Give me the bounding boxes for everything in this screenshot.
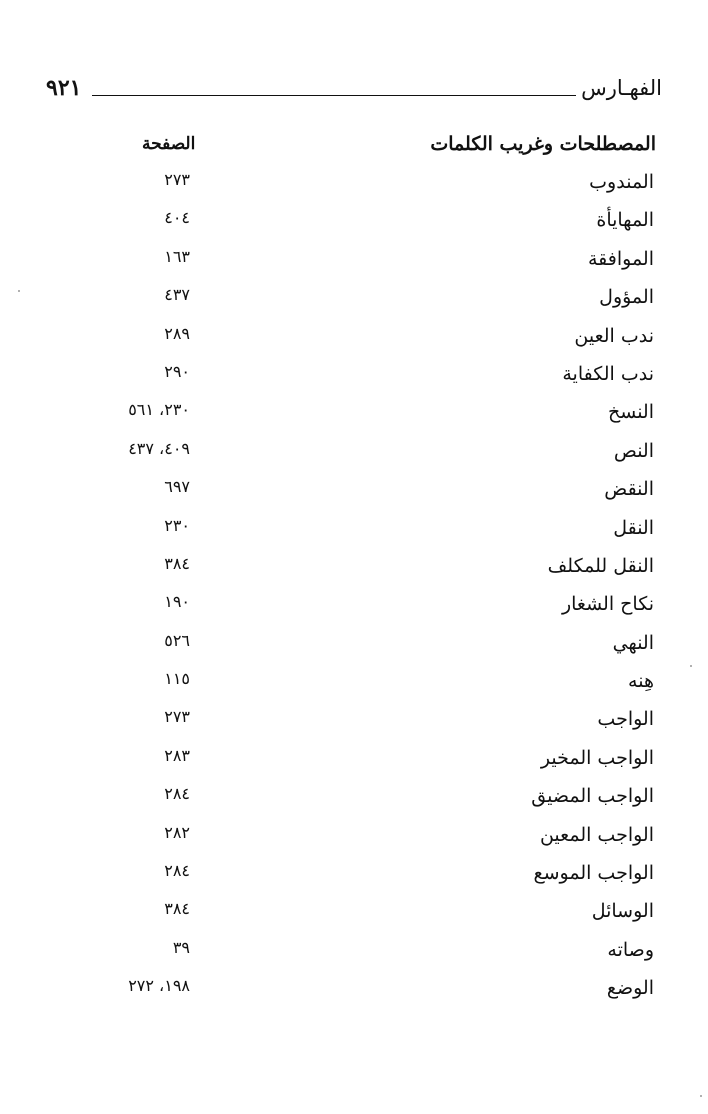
index-entry [0,702,708,740]
entry-term: النسخ [607,401,654,424]
entry-term: المندوب [589,171,654,193]
index-entry [0,242,708,280]
page-number: ٩٢١ [46,75,82,101]
index-entry [0,395,708,433]
index-entry [0,818,708,856]
index-entry [0,779,708,817]
entry-term: الواجب [597,708,654,731]
entry-pages: ١٩٨، ٢٧٢ [128,976,190,996]
entry-term: النقل [613,516,654,539]
entry-term: ندب العين [574,324,654,347]
entry-term: الواجب المعين [539,823,654,846]
entry-term: الواجب المخير [540,746,654,769]
index-entry [0,549,708,587]
entry-term: هِنه [628,670,654,693]
entry-pages: ٣٨٤ [164,899,190,919]
entry-pages: ١٩٠ [164,592,190,612]
entry-pages: ٢٨٩ [164,323,190,343]
index-entry [0,626,708,664]
entry-term: المؤول [599,286,654,309]
index-entry [0,741,708,779]
running-head-title: الفهـارس [581,76,662,100]
entry-term: وصاته [607,938,654,961]
entry-term: ندب الكفاية [562,362,654,385]
entry-pages: ٥٢٦ [164,630,190,650]
entry-term: النقل للمكلف [547,554,654,577]
entry-pages: ٢٩٠ [164,361,190,381]
entry-term: الواجب الموسع [533,862,654,885]
entry-pages: ١٦٣ [164,246,190,266]
index-entry [0,933,708,971]
entry-term: النقض [604,478,654,501]
index-entries [0,165,708,1010]
entry-pages: ٣٩ [172,937,190,957]
index-entry [0,472,708,510]
entry-term: نكاح الشغار [561,593,654,616]
scan-speck [700,1095,702,1097]
entry-pages: ٤٠٤ [164,208,190,228]
entry-term: الوسائل [591,900,654,923]
entry-pages: ٢٧٣ [164,707,190,727]
entry-pages: ٢٣٠ [164,515,190,535]
index-entry [0,203,708,241]
entry-pages: ٢٨٢ [164,822,190,842]
entry-pages: ٢٨٤ [164,861,190,881]
index-entry [0,664,708,702]
running-head-rule [92,95,576,96]
entry-pages: ٤٠٩، ٤٣٧ [128,438,190,458]
running-head [40,72,662,104]
entry-term: الواجب المضيق [531,785,654,808]
entry-pages: ٣٨٤ [164,553,190,573]
entry-pages: ١١٥ [164,669,190,689]
entry-pages: ٢٨٤ [164,784,190,804]
index-entry [0,165,708,203]
index-entry [0,319,708,357]
scan-speck [690,665,692,667]
entry-pages: ٦٩٧ [164,477,190,497]
index-entry [0,971,708,1009]
index-entry [0,280,708,318]
index-entry [0,587,708,625]
entry-pages: ٤٣٧ [164,285,190,305]
index-entry [0,357,708,395]
entry-term: المهايأة [596,209,654,232]
entry-term: النهي [612,631,654,654]
index-entry [0,894,708,932]
entry-term: الوضع [606,977,654,1000]
index-entry [0,856,708,894]
entry-pages: ٢٧٣ [164,170,190,189]
terms-column-header: المصطلحات وغريب الكلمات [430,133,656,155]
index-entry [0,511,708,549]
pages-column-header: الصفحة [142,134,196,154]
entry-pages: ٢٨٣ [164,745,190,765]
scan-speck [18,290,20,292]
entry-term: الموافقة [587,247,654,270]
entry-term: النص [613,439,654,462]
entry-pages: ٢٣٠، ٥٦١ [128,400,190,420]
column-headers [0,128,708,160]
index-entry [0,434,708,472]
